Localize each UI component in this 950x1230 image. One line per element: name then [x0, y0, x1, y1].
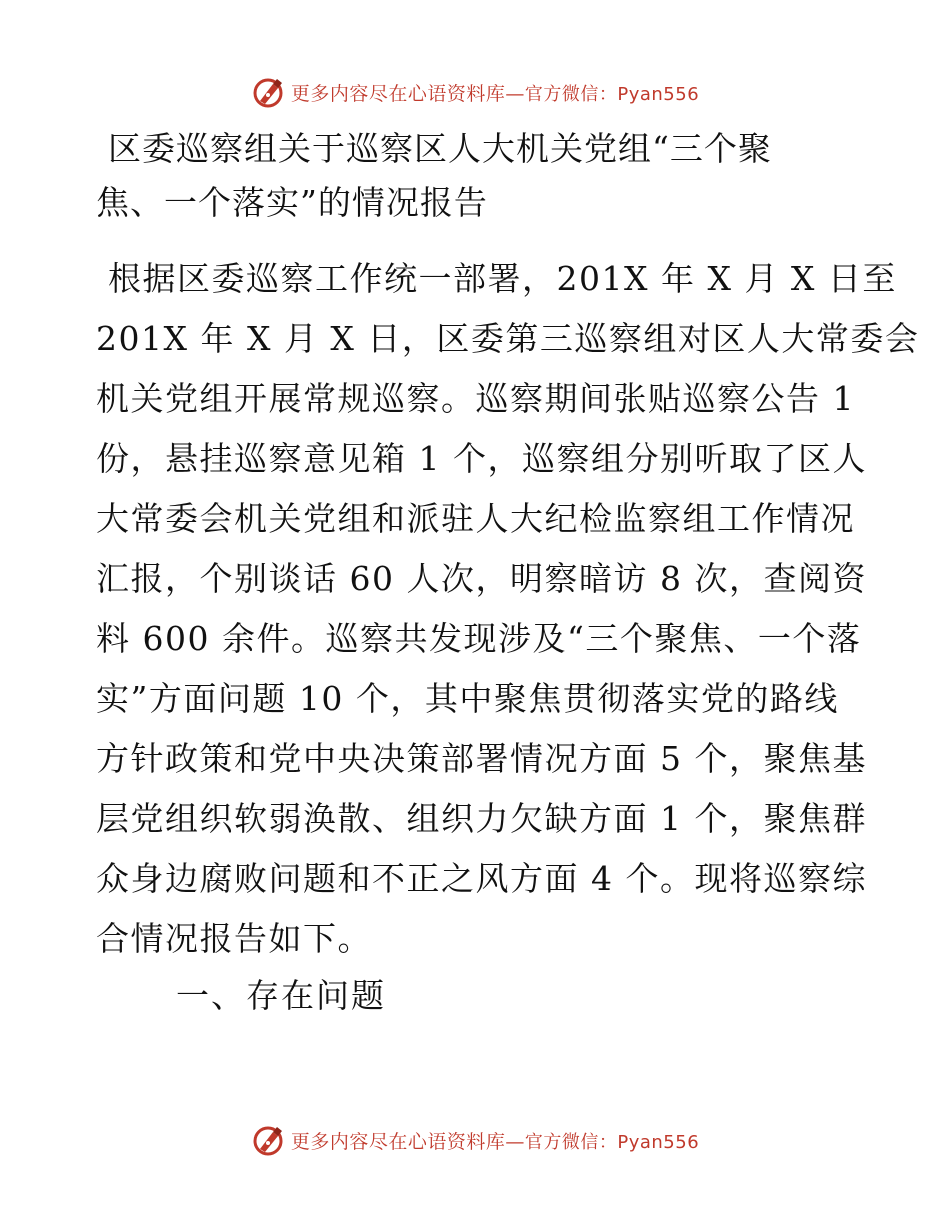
footer-wechat-text: 官方微信：Pyan556 [524, 1131, 700, 1153]
document-title [96, 122, 856, 230]
paragraph-line: 料 600 余件。巡察共发现涉及“三个聚焦、一个落 [96, 619, 862, 658]
pen-nib-logo-icon [251, 74, 287, 110]
body-paragraph [96, 249, 920, 969]
paragraph-line: 201X 年 X 月 X 日，区委第三巡察组对区人大常委会 [96, 319, 920, 358]
paragraph-line: 合情况报告如下。 [96, 919, 372, 958]
paragraph-line: 方针政策和党中央决策部署情况方面 5 个，聚焦基 [96, 739, 867, 778]
footer-separator: — [505, 1130, 525, 1153]
paragraph-line: 份，悬挂巡察意见箱 1 个，巡察组分别听取了区人 [96, 439, 867, 478]
title-line: 焦、一个落实”的情况报告 [96, 183, 488, 222]
header-watermark-banner [0, 72, 950, 112]
header-watermark-text [291, 79, 699, 106]
paragraph-line: 机关党组开展常规巡察。巡察期间张贴巡察公告 1 [96, 379, 855, 418]
footer-brand-text: 更多内容尽在心语资料库 [290, 1130, 506, 1153]
footer-watermark-banner [0, 1120, 950, 1160]
title-line: 区委巡察组关于巡察区人大机关党组“三个聚 [108, 129, 772, 168]
paragraph-line: 层党组织软弱涣散、组织力欠缺方面 1 个，聚焦群 [96, 799, 867, 838]
paragraph-line: 实”方面问题 10 个，其中聚焦贯彻落实党的路线 [96, 679, 839, 718]
paragraph-line: 根据区委巡察工作统一部署，201X 年 X 月 X 日至 [108, 259, 897, 298]
paragraph-line: 汇报，个别谈话 60 人次，明察暗访 8 次，查阅资 [96, 559, 867, 598]
pen-nib-logo-icon [251, 1122, 287, 1158]
header-separator: — [505, 82, 525, 105]
paragraph-line: 大常委会机关党组和派驻人大纪检监察组工作情况 [96, 499, 855, 538]
section-heading: 一、存在问题 [176, 976, 386, 1015]
footer-watermark-text [291, 1127, 699, 1154]
paragraph-line: 众身边腐败问题和不正之风方面 4 个。现将巡察综 [96, 859, 867, 898]
header-wechat-text: 官方微信：Pyan556 [524, 83, 700, 105]
header-brand-text: 更多内容尽在心语资料库 [290, 82, 506, 105]
